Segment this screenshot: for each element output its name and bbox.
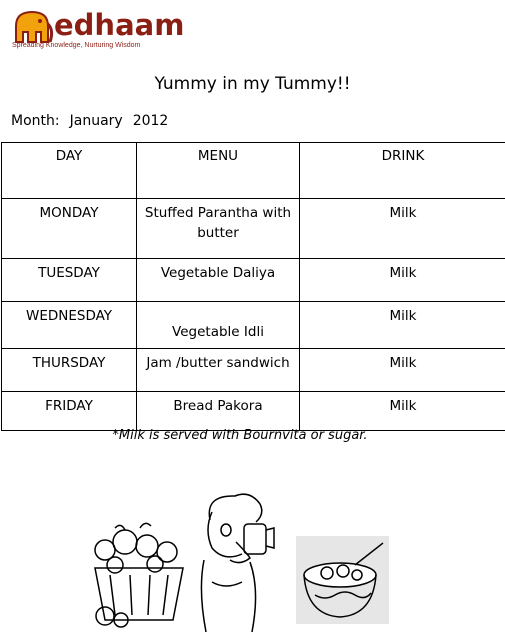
menu-table: [1, 142, 505, 431]
month-line: [11, 113, 178, 129]
food-bowl-icon: [295, 535, 390, 625]
drink-cell: Milk: [300, 302, 505, 349]
day-cell: FRIDAY: [2, 392, 137, 431]
table-row: [2, 199, 505, 259]
brand-name: edhaam: [54, 8, 185, 42]
table-header-row: [2, 143, 505, 199]
menu-cell: Stuffed Parantha with butter: [137, 199, 300, 259]
day-cell: MONDAY: [2, 199, 137, 259]
table-row: [2, 392, 505, 431]
menu-cell: [137, 302, 300, 349]
elephant-icon: [10, 8, 54, 46]
header-day: DAY: [2, 143, 137, 199]
menu-text: Vegetable Idli: [172, 324, 264, 340]
menu-cell: Vegetable Daliya: [137, 259, 300, 302]
drink-cell: Milk: [300, 199, 505, 259]
header-menu: MENU: [137, 143, 300, 199]
drink-cell: Milk: [300, 349, 505, 392]
menu-cell: Bread Pakora: [137, 392, 300, 431]
table-row: [2, 349, 505, 392]
drink-cell: Milk: [300, 259, 505, 302]
month-label: Month:: [11, 113, 60, 129]
brand-tagline: Spreading Knowledge, Nurturing Wisdom: [12, 42, 141, 49]
footnote: *Milk is served with Bournvita or sugar.: [112, 428, 368, 443]
day-cell: WEDNESDAY: [2, 302, 137, 349]
header-drink: DRINK: [300, 143, 505, 199]
month-year: 2012: [132, 113, 169, 129]
vegetable-basket-icon: [85, 520, 195, 630]
page-title: Yummy in my Tummy!!: [154, 74, 351, 94]
month-value: January: [69, 113, 123, 129]
drink-cell: Milk: [300, 392, 505, 431]
table-row: [2, 302, 505, 349]
menu-cell: Jam /butter sandwich: [137, 349, 300, 392]
day-cell: THURSDAY: [2, 349, 137, 392]
table-row: [2, 259, 505, 302]
medhaam-logo: [10, 6, 185, 56]
child-drinking-icon: [190, 490, 290, 635]
day-cell: TUESDAY: [2, 259, 137, 302]
